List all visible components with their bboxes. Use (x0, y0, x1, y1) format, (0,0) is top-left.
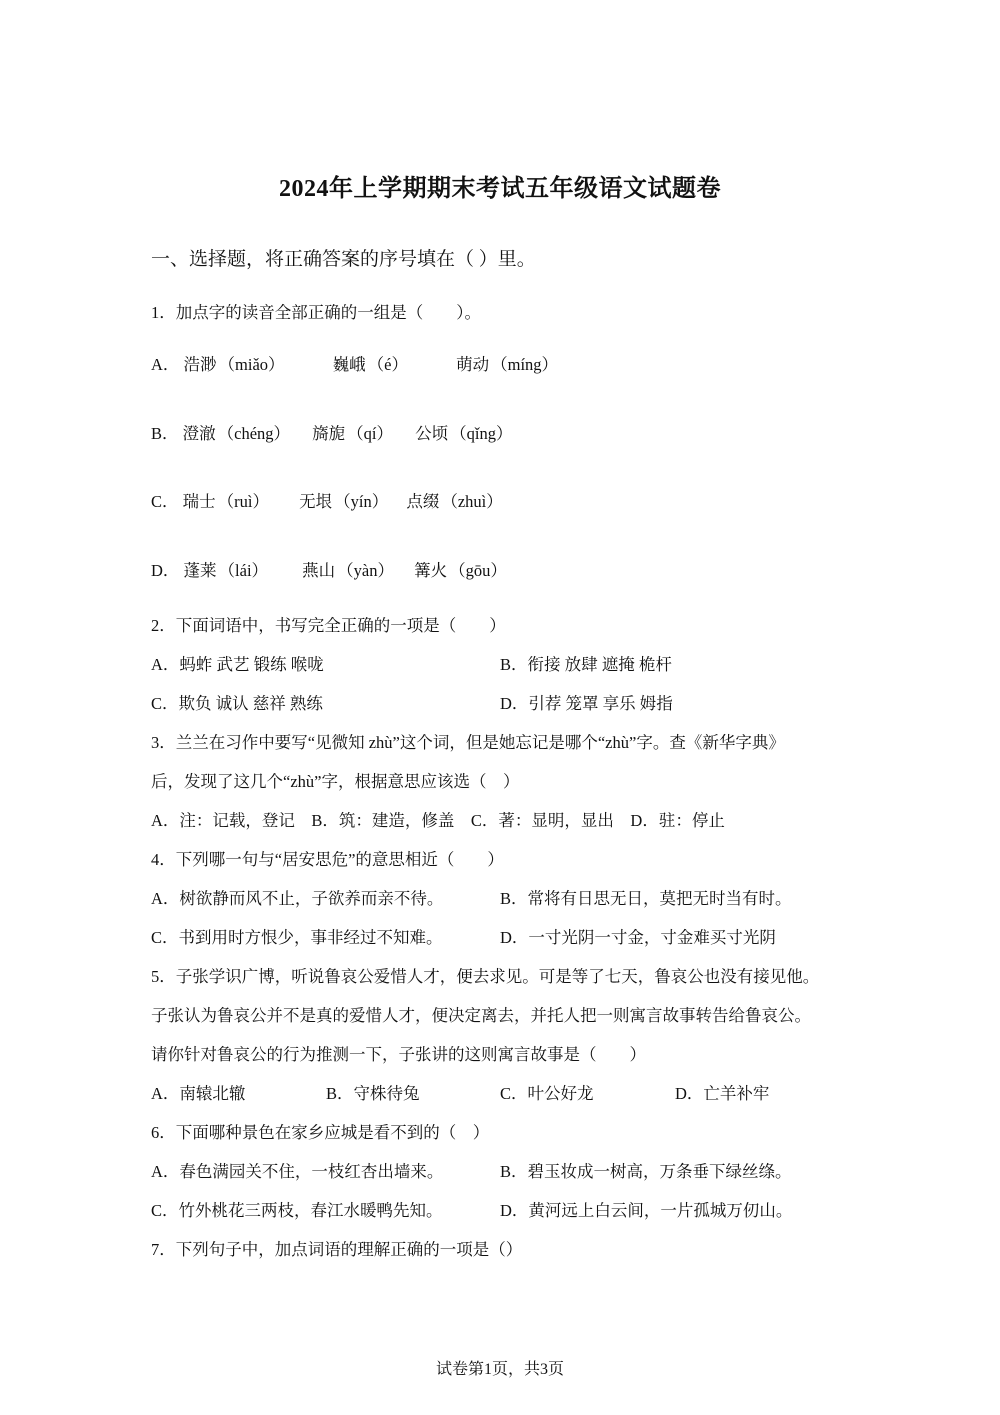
q2-stem: 2．下面词语中，书写完全正确的一项是（ ） (151, 616, 506, 635)
q1-option-d: D． 蓬莱 （lái） 燕山 （yàn） 篝火 （gōu） (151, 561, 507, 580)
q4-option-a: A．树欲静而风不止，子欲养而亲不待。 (151, 889, 444, 908)
q6-option-c: C．竹外桃花三两枝，春江水暖鸭先知。 (151, 1201, 443, 1220)
q5-stem-line2: 子张认为鲁哀公并不是真的爱惜人才，便决定离去，并托人把一则寓言故事转告给鲁哀公。 (151, 1006, 811, 1025)
q4-option-b: B．常将有日思无日，莫把无时当有时。 (500, 889, 792, 908)
q1-option-b: B． 澄澈 （chéng） 旖旎 （qí） 公顷 （qǐng） (151, 424, 513, 443)
q1-option-a: A． 浩渺 （miǎo） 巍峨 （é） 萌动 （míng） (151, 355, 559, 374)
q5-option-c: C．叶公好龙 (500, 1084, 594, 1103)
q2-option-b: B．衔接 放肆 遮掩 桅杆 (500, 655, 672, 674)
q6-option-b: B．碧玉妆成一树高，万条垂下绿丝绦。 (500, 1162, 792, 1181)
q1-stem: 1．加点字的读音全部正确的一组是（ ）。 (151, 303, 481, 322)
q4-option-d: D．一寸光阴一寸金，寸金难买寸光阴 (500, 928, 776, 947)
q4-option-c: C．书到用时方恨少，事非经过不知难。 (151, 928, 443, 947)
q6-stem: 6．下面哪种景色在家乡应城是看不到的（ ） (151, 1123, 490, 1142)
q7-stem: 7．下列句子中，加点词语的理解正确的一项是（） (151, 1240, 523, 1259)
exam-title: 2024年上学期期末考试五年级语文试题卷 (279, 176, 721, 202)
q5-option-d: D．亡羊补牢 (675, 1084, 770, 1103)
q3-stem-line1: 3．兰兰在习作中要写“见微知 zhù”这个词，但是她忘记是哪个“zhù”字。查《新华字典》 (151, 733, 785, 752)
q3-stem-line2: 后，发现了这几个“zhù”字，根据意思应该选（ ） (151, 772, 520, 791)
q5-option-b: B．守株待兔 (326, 1084, 420, 1103)
q2-option-d: D．引荐 笼罩 享乐 姆指 (500, 694, 673, 713)
q2-option-c: C．欺负 诚认 慈祥 熟练 (151, 694, 323, 713)
q1-option-c: C． 瑞士 （ruì） 无垠 （yín） 点缀 （zhuì） (151, 492, 503, 511)
section-heading: 一、选择题，将正确答案的序号填在（ ）里。 (151, 249, 536, 270)
q5-stem-line1: 5．子张学识广博，听说鲁哀公爱惜人才，便去求见。可是等了七天，鲁哀公也没有接见他。 (151, 967, 820, 986)
q2-option-a: A．蚂蚱 武艺 锻练 喉咙 (151, 655, 324, 674)
q5-stem-line3: 请你针对鲁哀公的行为推测一下，子张讲的这则寓言故事是（ ） (151, 1045, 646, 1064)
q4-stem: 4．下列哪一句与“居安思危”的意思相近（ ） (151, 850, 504, 869)
q5-option-a: A．南辕北辙 (151, 1084, 246, 1103)
q3-options: A．注：记载，登记 B．筑：建造，修盖 C．著：显明，显出 D．驻：停止 (151, 811, 725, 830)
page-footer: 试卷第1页，共3页 (435, 1361, 564, 1378)
q6-option-a: A．春色满园关不住，一枝红杏出墙来。 (151, 1162, 444, 1181)
q6-option-d: D．黄河远上白云间，一片孤城万仞山。 (500, 1201, 793, 1220)
